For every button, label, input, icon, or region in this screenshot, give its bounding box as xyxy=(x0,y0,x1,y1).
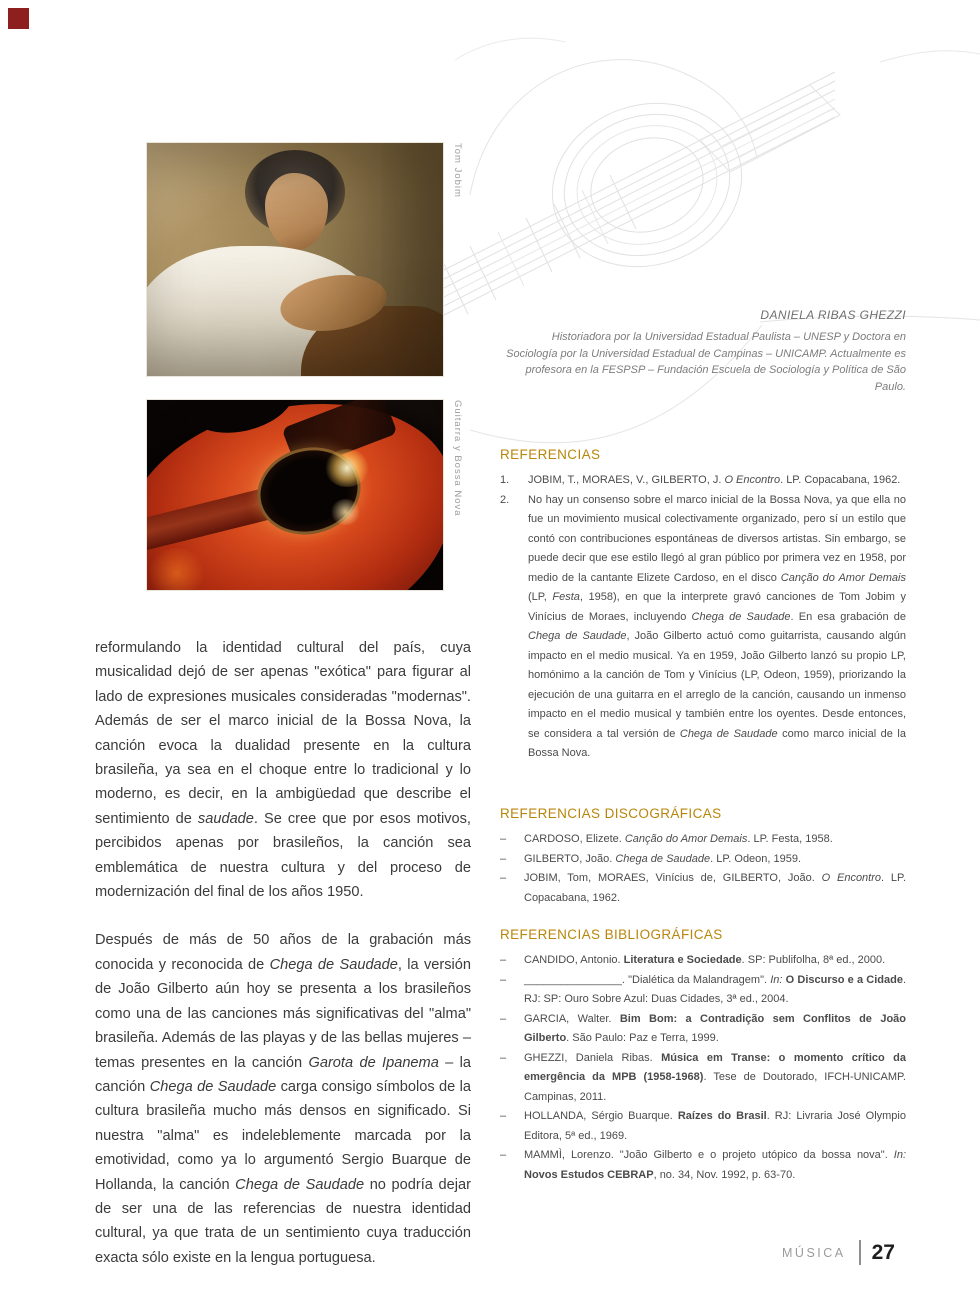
footer-divider xyxy=(859,1240,861,1265)
bibliography-section xyxy=(500,927,906,1185)
bibliography-item-text: GARCIA, Walter. Bim Bom: a Contradição sem Conflitos de João Gilberto. São Paulo: Paz e Terra, 1999. xyxy=(524,1012,906,1044)
guitar-photo-corner-glow xyxy=(147,548,206,590)
references-section xyxy=(500,447,906,764)
bibliography-item xyxy=(500,1146,906,1185)
bibliography-item-text: MAMMÌ, Lorenzo. "João Gilberto e o projeto utópico da bossa nova". In: Novos Estudos CEBRAP, no. 34, Nov. 1992, p. 63-70. xyxy=(524,1149,906,1181)
discography-item-text: GILBERTO, João. Chega de Saudade. LP. Odeon, 1959. xyxy=(524,852,802,865)
list-dash-marker: – xyxy=(500,1051,507,1064)
reference-item-text: JOBIM, T., MORAES, V., GILBERTO, J. O Encontro. LP. Copacabana, 1962. xyxy=(528,474,901,486)
list-dash-marker: – xyxy=(500,852,507,865)
photo-caption-guitarra-bossa-nova: Guitarra y Bossa Nova xyxy=(452,400,463,517)
discography-item-text: JOBIM, Tom, MORAES, Vinícius de, GILBERTO, João. O Encontro. LP. Copacabana, 1962. xyxy=(524,872,907,904)
discography-item-text: CARDOSO, Elizete. Canção do Amor Demais. LP. Festa, 1958. xyxy=(524,833,833,845)
discography-title: REFERENCIAS DISCOGRÁFICAS xyxy=(500,806,722,821)
list-dash-marker: – xyxy=(500,1110,507,1122)
bibliography-item xyxy=(500,951,906,971)
article-body xyxy=(95,636,471,1270)
list-dash-marker: – xyxy=(500,1149,507,1161)
article-paragraph: reformulando la identidad cultural del país, cuya musicalidad dejó de ser apenas "exótica" para figurar al lado de expresiones musicales consideradas "modernas". Además de ser el marco inicial de la Bossa Nova, la canción evoca la dualidad presente en la cultura brasileña, ya sea en el choque entre lo tradicional y lo moderno, es decir, en la ambigüedad que describe el sentimiento de saudade. Se cree que por esos motivos, percibidos apenas por brasileños, la canción sea emblemática de nuestra cultura y del proceso de modernización del final de los años 1950. xyxy=(95,640,471,901)
discography-item xyxy=(500,850,906,870)
references-title: REFERENCIAS xyxy=(500,447,601,462)
list-dash-marker: – xyxy=(500,833,507,845)
list-dash-marker: – xyxy=(500,973,507,986)
author-bio: Historiadora por la Universidad Estadual Paulista – UNESP y Doctora en Sociología por la Universidad Estadual de Campinas – UNICAMP. Actualmente es profesora en la FESPSP – Fundación Escuela de Sociología y Política de São Paulo. xyxy=(506,331,906,393)
bibliography-item-text: HOLLANDA, Sérgio Buarque. Raízes do Brasil. RJ: Livraria José Olympio Editora, 5ª ed., 1969. xyxy=(524,1110,906,1142)
corner-marker xyxy=(8,8,29,29)
list-dash-marker: – xyxy=(500,1012,507,1025)
page-footer xyxy=(782,1240,895,1265)
author-block xyxy=(500,308,906,395)
list-dash-marker: – xyxy=(500,954,507,966)
bibliography-item-text: GHEZZI, Daniela Ribas. Música em Transe: o momento crítico da emergência da MPB (1958-1968). Tese de Doutorado, IFCH-UNICAMP. Campinas, 2011. xyxy=(524,1051,906,1103)
footer-section-label: MÚSICA xyxy=(782,1245,846,1260)
guitar-photo-highlight-glow xyxy=(325,449,369,487)
bibliography-item xyxy=(500,1107,906,1146)
bibliography-item-text: CANDIDO, Antonio. Literatura e Sociedade. SP: Publifolha, 8ª ed., 2000. xyxy=(524,954,886,966)
guitar-photo xyxy=(147,400,443,590)
reference-item-text: No hay un consenso sobre el marco inicial de la Bossa Nova, ya que ella no fue un movimiento musical colectivamente organizado, pero sí un estilo que contó con contribuciones espontáneas de diversos artistas. Sin embargo, se puede decir que ese estilo llegó al gran público por primera vez en 1958, por medio de la cantante Elizete Cardoso, en el disco Canção do Amor Demais (LP, Festa, 1958), en que la interprete gravó canciones de Tom Jobim y Vinícius de Moraes, incluyendo Chega de Saudade. En esa grabación de Chega de Saudade, João Gilberto actuó como guitarrista, causando algún impacto en el medio musical. Ya en 1959, João Gilberto lanzó su propio LP, homónimo a la canción de Tom y Vinícius (LP, Odeon, 1959), priorizando la ejecución de una guitarra en el arreglo de la canción, causando un inmenso impacto en el medio musical y también entre los oyentes. Desde entonces, se considera a tal versión de Chega de Saudade como marco inicial de la Bossa Nova. xyxy=(528,493,906,759)
article-paragraph: Después de más de 50 años de la grabación más conocida y reconocida de Chega de Saudade, la versión de João Gilberto aún hoy se presenta a los brasileños como una de las canciones más significativas del "alma" brasileña. Además de las playas y de las bellas mujeres – temas presentes en la canción Garota de Ipanema – la canción Chega de Saudade carga consigo símbolos de la cultura brasileña mucho más densos en significado. Si nuestra "alma" es indeleblemente marcada por la emotividad, como ya lo argumentó Sergio Buarque de Hollanda, la canción Chega de Saudade no podría dejar de ser una de las referencias de nuestra identidad cultural, ya que trata de un sentimiento cuya traducción exacta sólo existe en la lengua portuguesa. xyxy=(95,932,472,1266)
bibliography-item xyxy=(500,971,906,1010)
bibliography-title: REFERENCIAS BIBLIOGRÁFICAS xyxy=(500,927,723,942)
author-name: DANIELA RIBAS GHEZZI xyxy=(760,308,906,322)
discography-item xyxy=(500,869,906,908)
list-dash-marker: – xyxy=(500,872,507,884)
reference-item xyxy=(500,491,906,764)
jobim-photo-shading xyxy=(147,143,443,376)
reference-item-number: 1. xyxy=(500,474,510,486)
bibliography-item xyxy=(500,1010,906,1049)
tom-jobim-photo xyxy=(147,143,443,376)
bibliography-item xyxy=(500,1049,906,1108)
discography-item xyxy=(500,830,906,850)
footer-page-number: 27 xyxy=(871,1240,895,1264)
photo-caption-tom-jobim: Tom Jobim xyxy=(452,143,463,198)
bibliography-item-text: ________________. "Dialética da Malandragem". In: O Discurso e a Cidade. RJ: SP: Ouro Sobre Azul: Duas Cidades, 3ª ed., 2004. xyxy=(524,973,906,1005)
reference-item-number: 2. xyxy=(500,493,510,506)
reference-item xyxy=(500,471,906,491)
discography-section xyxy=(500,806,906,908)
